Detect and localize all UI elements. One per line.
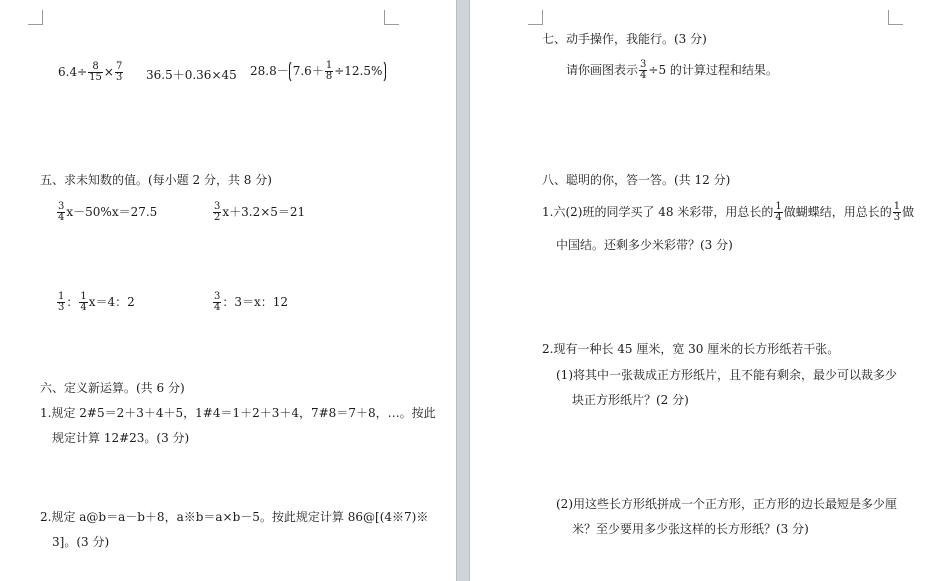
page-divider	[456, 0, 470, 581]
question-6-2-line-2: 3]。(3 分)	[52, 535, 110, 549]
left-page	[0, 0, 456, 581]
question-8-2b-line-2: 米？至少要用多少张这样的长方形纸？(3 分)	[572, 522, 809, 536]
question-8-2-line-1: 2.现有一种长 45 厘米，宽 30 厘米的长方形纸若干张。	[542, 342, 840, 356]
question-8-2a-line-1: (1)将其中一张裁成正方形纸片，且不能有剩余，最少可以裁多少	[556, 368, 898, 382]
crop-mark-top-right	[384, 10, 399, 25]
right-page	[470, 0, 928, 581]
fraction: $\frac{3}{2}$	[214, 201, 221, 223]
fraction: $\frac{7}{3}$	[115, 61, 123, 83]
equation-3: $\frac{1}{3}$ ： $\frac{1}{4}$ x＝4：2	[58, 291, 135, 313]
section-6-title: 六、定义新运算。(共 6 分)	[40, 381, 185, 395]
fraction: $\frac{1}{8}$	[325, 60, 333, 82]
fraction: $\frac{3}{4}$	[640, 59, 647, 81]
question-8-1-line-1: 1.六(2)班的同学买了 48 米彩带，用总长的 $\frac{1}{4}$ 做蝴蝶结，用总长的 $\frac{1}{3}$ 做	[542, 201, 915, 223]
fraction: $\frac{8}{15}$	[89, 61, 102, 83]
calc-expression-2: 36.5＋0.36×45	[146, 68, 237, 82]
equation-1: $\frac{3}{4}$ x－50%x＝27.5	[58, 201, 158, 223]
fraction: $\frac{1}{3}$	[893, 201, 901, 223]
question-8-2a-line-2: 块正方形纸片？(2 分)	[572, 393, 689, 407]
crop-mark-top-left	[528, 10, 543, 25]
section-5-title: 五、求未知数的值。(每小题 2 分，共 8 分)	[40, 173, 272, 187]
question-7: 请你画图表示 $\frac{3}{4}$ ÷5 的计算过程和结果。	[566, 59, 778, 81]
question-6-1-line-2: 规定计算 12#23。(3 分)	[52, 431, 190, 445]
question-8-2b-line-1: (2)用这些长方形纸拼成一个正方形，正方形的边长最短是多少厘	[556, 497, 898, 511]
fraction: $\frac{1}{4}$	[775, 201, 782, 223]
crop-mark-top-right	[888, 10, 903, 25]
question-6-2-line-1: 2.规定 a@b＝a－b＋8，a※b＝a×b－5。按此规定计算 86@[(4※7)※	[40, 510, 429, 524]
section-8-title: 八、聪明的你，答一答。(共 12 分)	[542, 173, 731, 187]
equation-2: $\frac{3}{2}$ x＋3.2×5＝21	[214, 201, 306, 223]
fraction: $\frac{1}{4}$	[80, 291, 87, 313]
fraction: $\frac{3}{4}$	[214, 291, 221, 313]
question-8-1-line-2: 中国结。还剩多少米彩带？(3 分)	[556, 238, 733, 252]
calc-expression-1: 6.4÷ $\frac{8}{15}$ × $\frac{7}{3}$	[58, 61, 123, 83]
fraction: $\frac{3}{4}$	[58, 201, 65, 223]
question-6-1-line-1: 1.规定 2#5＝2＋3＋4＋5，1#4＝1＋2＋3＋4，7#8＝7＋8，…。按此	[40, 406, 436, 420]
fraction: $\frac{1}{3}$	[58, 291, 65, 313]
crop-mark-top-left	[28, 10, 43, 25]
calc-expression-3: 28.8－ 7.6＋ $\frac{1}{8}$ ÷12.5%	[250, 60, 386, 83]
equation-4: $\frac{3}{4}$ ：3＝x：12	[214, 291, 289, 313]
bracket: 7.6＋ $\frac{1}{8}$ ÷12.5%	[289, 60, 387, 83]
section-7-title: 七、动手操作，我能行。(3 分)	[542, 32, 707, 46]
